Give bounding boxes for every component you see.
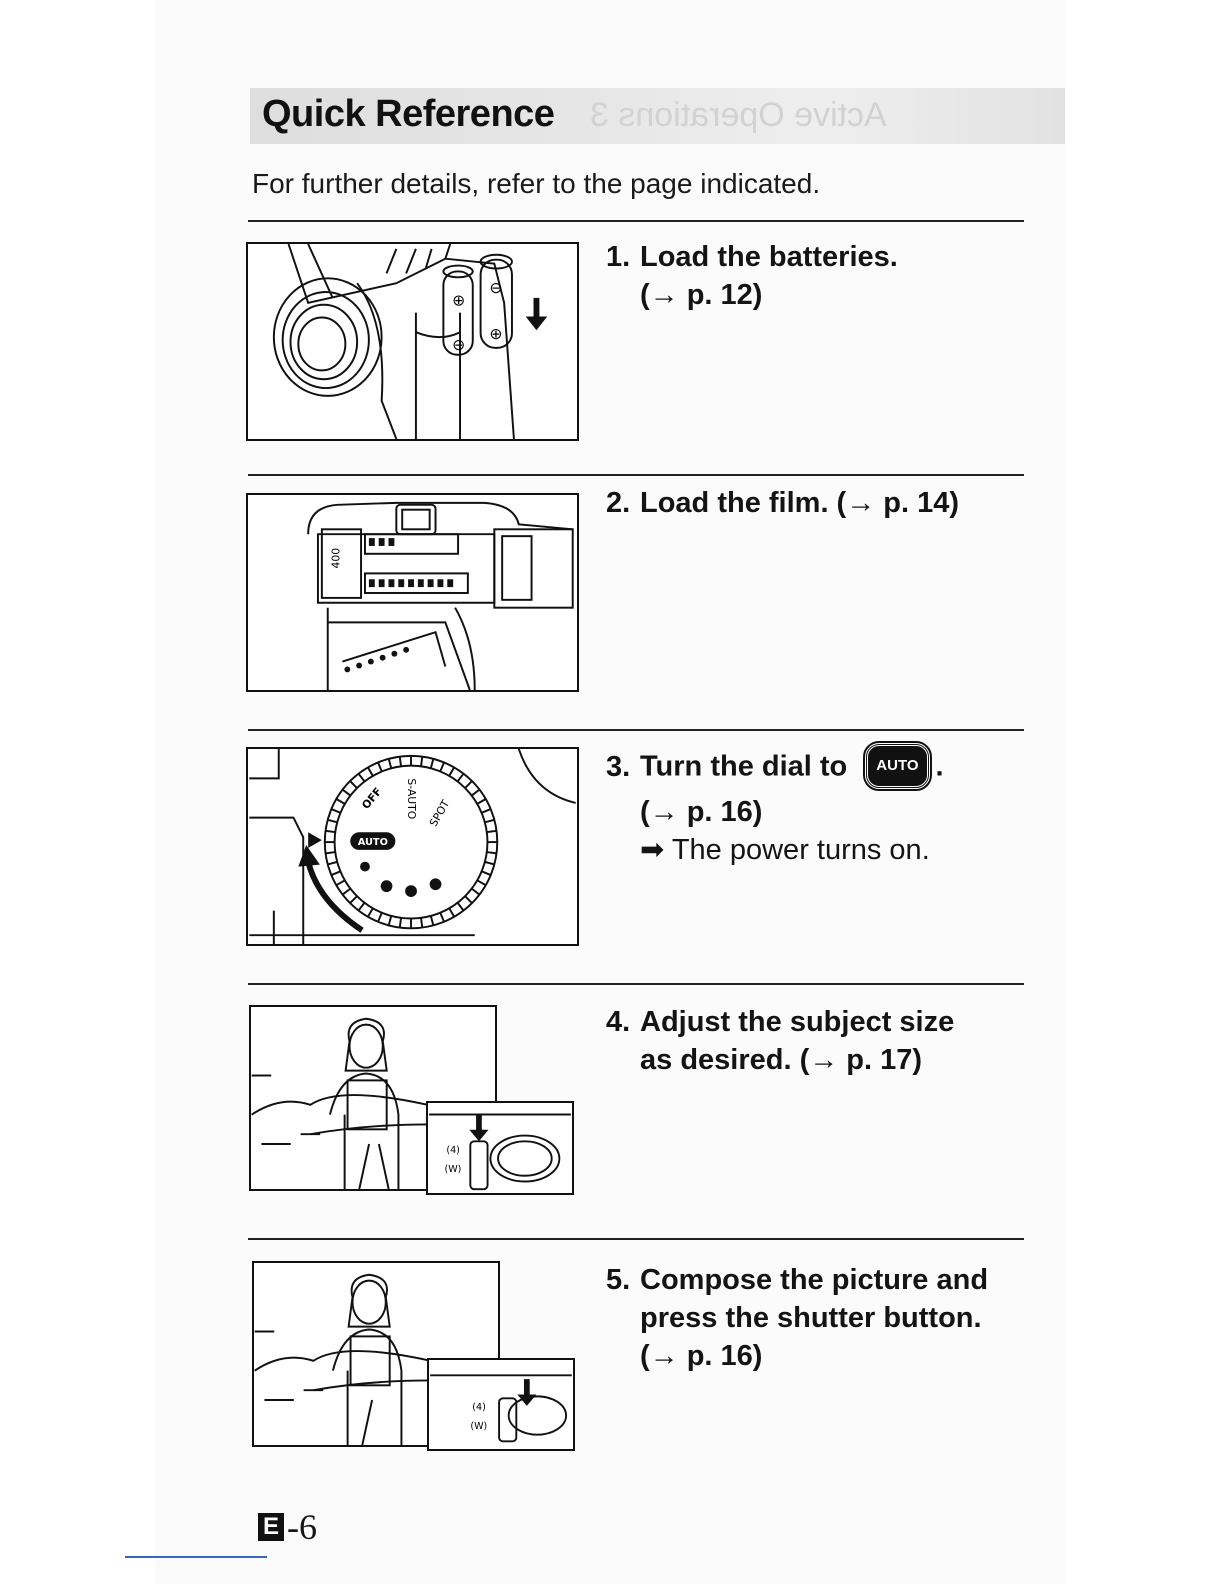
step-3	[606, 743, 944, 869]
dial-tick	[350, 896, 357, 903]
dial-tick	[440, 762, 444, 771]
dial-tick	[449, 767, 454, 775]
dial-tick	[350, 781, 357, 788]
dial-tick	[343, 790, 351, 796]
step-number: 2.	[606, 487, 631, 519]
zoom-tele-label: (4)	[472, 1401, 486, 1413]
dial-tick	[359, 774, 365, 782]
mode-dial-drawing	[248, 749, 577, 944]
dial-tick	[378, 913, 382, 922]
dial-tick	[400, 757, 401, 767]
step-text: Compose the picture and	[640, 1264, 989, 1296]
dial-tick	[485, 820, 494, 823]
dial-label-off: OFF	[359, 785, 385, 812]
dial-tick	[368, 908, 373, 916]
dial-tick	[482, 871, 491, 875]
film-speed-label: 400	[329, 547, 343, 569]
dial-tick	[477, 880, 485, 885]
zoom-wide-label: (W)	[444, 1163, 462, 1175]
battery-minus-mark: ⊖	[489, 277, 503, 297]
dial-tick	[336, 799, 344, 804]
dial-tick	[421, 757, 422, 767]
dial-tick	[440, 913, 444, 922]
divider	[248, 474, 1024, 476]
step-text: Adjust the subject size	[640, 1006, 955, 1038]
step-number: 3.	[606, 750, 631, 783]
shutter-button-inset	[427, 1358, 575, 1451]
camera-film-drawing	[248, 495, 577, 690]
step-1	[606, 238, 898, 314]
step-4	[606, 1003, 954, 1079]
battery-illustration	[246, 242, 579, 441]
dial-tick	[477, 799, 485, 804]
page-number	[258, 1506, 317, 1548]
film-illustration	[246, 493, 579, 692]
dial-tick	[331, 809, 340, 813]
battery-plus-mark: ⊕	[489, 324, 503, 344]
step-text-end: .	[935, 750, 944, 783]
zoom-tele-label: (4)	[446, 1144, 460, 1156]
dial-tick	[421, 918, 422, 928]
divider	[248, 729, 1024, 731]
page-title: Quick Reference	[262, 93, 555, 135]
page-number-text: -6	[287, 1507, 317, 1547]
bleed-through-text: Active Operations 3	[590, 96, 887, 134]
dial-tick	[378, 762, 382, 771]
dial-label-auto: AUTO	[357, 837, 388, 849]
page-reference: (→ p. 16)	[640, 1340, 763, 1372]
step-text: Turn the dial to	[640, 750, 848, 783]
down-arrow-icon	[526, 298, 548, 330]
step-number: 5.	[606, 1264, 631, 1296]
result-note: ➡ The power turns on.	[640, 834, 930, 866]
divider	[248, 1238, 1024, 1240]
dial-tick	[368, 767, 373, 775]
step-2	[606, 484, 959, 522]
step-number: 4.	[606, 1006, 631, 1038]
down-arrow-icon	[469, 1114, 488, 1141]
press-arrow-icon	[517, 1379, 536, 1406]
dial-tick	[328, 862, 337, 865]
scene-mode-icons	[360, 862, 441, 897]
dial-tick	[472, 790, 480, 796]
dial-tick	[389, 759, 392, 768]
page-reference: (→ p. 16)	[640, 796, 763, 828]
dial-tick	[449, 908, 454, 916]
intro-text: For further details, refer to the page indicated.	[252, 168, 821, 199]
dial-tick	[431, 916, 434, 925]
dial-tick	[472, 889, 480, 895]
dial-tick	[359, 903, 365, 911]
dial-tick	[458, 903, 464, 911]
battery-plus-mark: ⊕	[452, 290, 466, 310]
dial-tick	[331, 871, 340, 875]
dial-tick	[487, 831, 497, 832]
rotate-arrow-icon	[308, 862, 362, 931]
dial-tick	[482, 809, 491, 813]
dial-tick	[487, 852, 497, 853]
divider	[248, 983, 1024, 985]
step-text-continued: press the shutter button.	[640, 1302, 982, 1334]
dial-tick	[326, 831, 336, 832]
dial-illustration	[246, 747, 579, 946]
dial-tick	[465, 781, 472, 788]
shutter-button-drawing	[429, 1360, 573, 1449]
section-letter-icon: E	[258, 1513, 284, 1541]
dial-tick	[343, 889, 351, 895]
dial-pointer-icon	[308, 832, 322, 848]
dial-tick	[389, 916, 392, 925]
page-reference: (→ p. 12)	[640, 279, 763, 311]
dial-tick	[328, 820, 337, 823]
dial-tick	[400, 918, 401, 928]
step-text-continued: as desired. (→ p. 17)	[640, 1044, 923, 1076]
dial-label-s-auto: S-AUTO	[405, 778, 419, 820]
dial-tick	[465, 896, 472, 903]
divider	[248, 220, 1024, 222]
dial-tick	[336, 880, 344, 885]
battery-minus-mark: ⊖	[452, 334, 466, 354]
dial-tick	[485, 862, 494, 865]
zoom-wide-label: (W)	[470, 1420, 488, 1432]
auto-mode-icon: AUTO	[865, 743, 929, 789]
step-5	[606, 1261, 988, 1375]
dial-tick	[326, 852, 336, 853]
dial-label-spot: SPOT	[426, 797, 453, 829]
auto-mode-icon	[350, 832, 395, 850]
zoom-lever-drawing	[428, 1103, 572, 1193]
footer-divider	[125, 1556, 267, 1558]
zoom-lever-inset	[426, 1101, 574, 1195]
step-number: 1.	[606, 241, 631, 273]
step-text: Load the film. (→ p. 14)	[640, 487, 960, 519]
camera-battery-drawing	[248, 244, 577, 439]
dial-tick	[431, 759, 434, 768]
dial-tick	[458, 774, 464, 782]
step-text: Load the batteries.	[640, 241, 898, 273]
